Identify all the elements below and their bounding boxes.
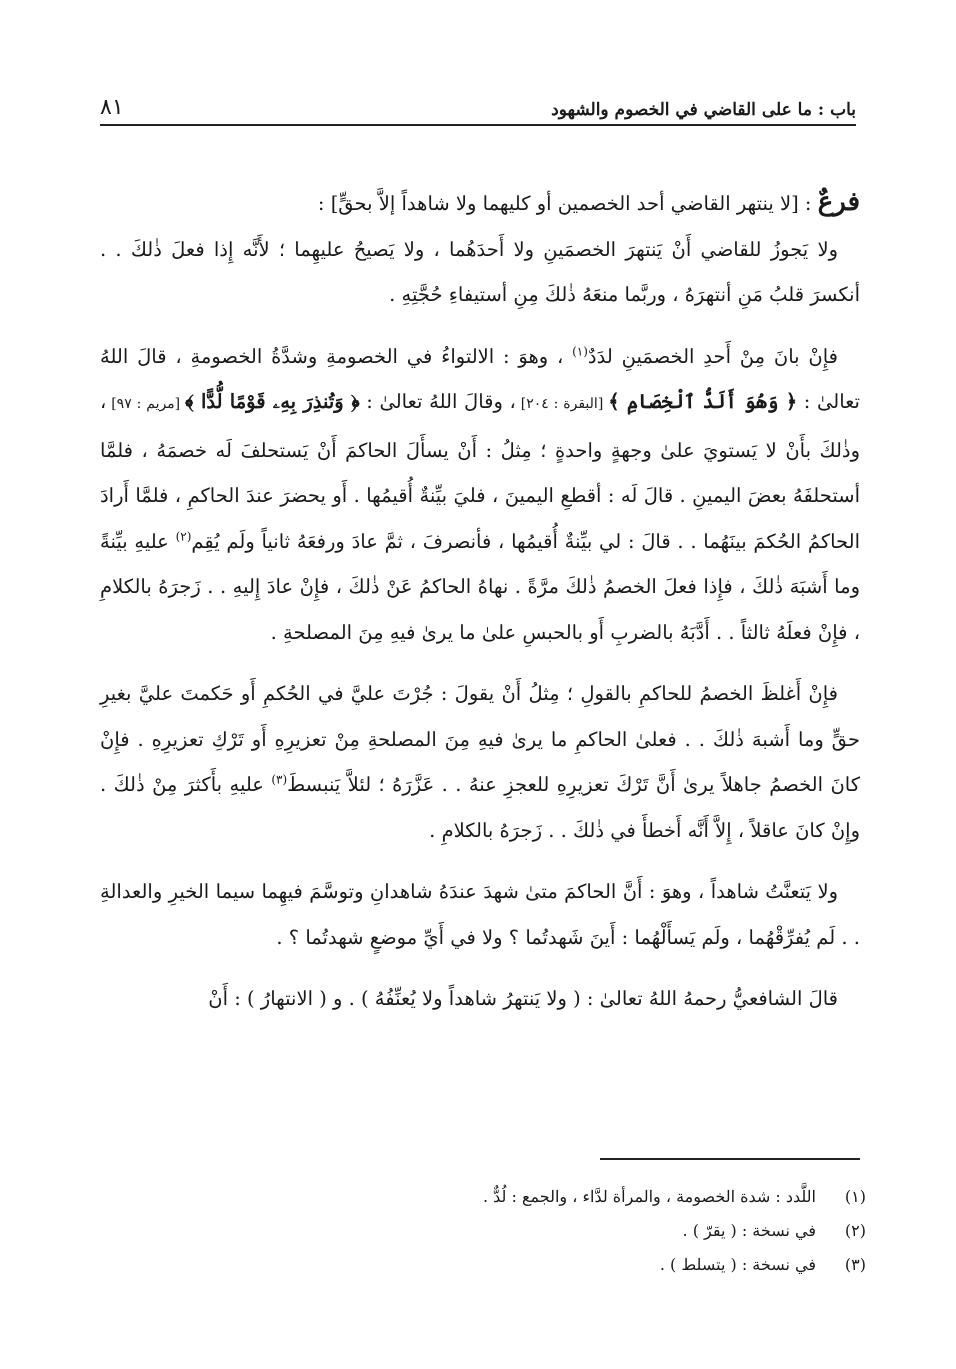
main-text xyxy=(100,180,860,1022)
paragraph-2-part-e: عليهِ بيِّنةً وما أَشبَهَ ذٰلكَ ، فإِذا فعلَ الخصمُ ذٰلكَ مرَّةً . نهاهُ الحاكمُ عَنْ ذٰلكَ ، فإِنْ عادَ إِليهِ . . زَجرَهُ بالكلامِ ، فإِنْ فعلَهُ ثالثاً . . أَدَّبَهُ بالضربِ أَو بالحبسِ علىٰ ما يرىٰ فيهِ مِنَ المصلحةِ . xyxy=(100,529,860,644)
footnote-separator xyxy=(600,1158,860,1160)
footnote-2 xyxy=(100,1214,866,1248)
quran-verse-1: ﴿ وَهُوَ أَلَدُّ ٱلْخِصَامِ ﴾ xyxy=(608,390,798,413)
footnotes xyxy=(100,1180,866,1282)
paragraph-2-part-c: ، وقالَ اللهُ تعالىٰ : xyxy=(359,390,516,413)
paragraph-2-part-d: ، وذٰلكَ بأَنْ لا يَستويَ علىٰ وجهةٍ واحدةٍ ؛ مِثلُ : أَنْ يسأَلَ الحاكمَ أَنْ يَستحلفَ لَه خصمَهُ ، فلمَّا أستحلفَهُ بعضَ اليمينِ . قالَ لَه : أقطعِ اليمينَ ، فليَ بيِّنةٌ أُقيمُها . أَو يحضرَ عندَ الحاكمِ ، فلمَّا أَرادَ الحاكمُ الحُكمَ بينَهُما . . قالَ : لي بيِّنةٌ أُقيمُها ، فأنصرفَ ، ثمَّ عادَ ورفعَهُ ثانياً ولَم يُقِم xyxy=(100,390,860,553)
paragraph-1: ولا يَجوزُ للقاضي أَنْ يَنتهرَ الخصمَينِ ولا أَحدَهُما ، ولا يَصيحُ عليهِما ؛ لأَنَّه إِذا فعلَ ذٰلكَ . . أنكسرَ قلبُ مَنِ أنتهرَهُ ، وربَّما منعَهُ ذٰلكَ مِنِ أستيفاءِ حُجَّتِهِ . xyxy=(100,237,860,306)
verse-citation-1: [البقرة : ٢٠٤] xyxy=(515,396,609,412)
footnote-ref-2[interactable]: (٢) xyxy=(175,529,192,543)
footnote-3 xyxy=(100,1248,866,1282)
chapter-title: باب : ما على القاضي في الخصوم والشهود xyxy=(551,100,856,120)
footnote-number: (١) xyxy=(844,1187,866,1206)
footnote-number: (٣) xyxy=(844,1255,866,1274)
footnote-1 xyxy=(100,1180,866,1214)
paragraph-5: قالَ الشافعيُّ رحمهُ اللهُ تعالىٰ : ( ولا يَنتهرُ شاهداً ولا يُعنِّفُهُ ) . و ( الانتهارُ ) : أَنْ xyxy=(208,987,838,1010)
quran-verse-2: ﴿ وَتُنذِرَ بِهِۦ قَوْمًا لُّدًّا ﴾ xyxy=(185,390,360,413)
paragraph-2 xyxy=(100,334,860,656)
paragraph-2-part-a: فإِنْ بانَ مِنْ أَحدِ الخصمَينِ لدَدٌ xyxy=(587,344,838,368)
running-header xyxy=(100,86,856,126)
paragraph-3-part-b: عليهِ بأَكثرَ مِنْ ذٰلكَ . وإِنْ كانَ عاقلاً ، إِلاَّ أَنَّه أَخطأَ في ذٰلكَ . . زَجرَهُ بالكلامِ . xyxy=(100,773,860,842)
footnote-number: (٢) xyxy=(844,1221,866,1240)
paragraph-3-part-a: فإِنْ أَغلظَ الخصمُ للحاكمِ بالقولِ ؛ مِثلُ أَنْ يقولَ : جُرْتَ عليَّ في الحُكمِ أَو حَكمتَ عليَّ بغيرِ حقٍّ وما أَشبهَ ذٰلكَ . . فعلىٰ الحاكمِ ما يرىٰ فيهِ مِنَ المصلحةِ مِنْ تعزيرِهِ أَو تَرْكِ تعزيرِهِ . فإِنْ كانَ الخصمُ جاهلاً يرىٰ أَنَّ تَرْكَ تعزيرِهِ للعجزِ عنهُ . . عَزَّرَهُ ؛ لئلاَّ يَنبسطَ xyxy=(100,682,861,796)
footnote-text: اللَّدد : شدة الخصومة ، والمرأة لدَّاء ، والجمع : لُدٌّ . xyxy=(482,1187,816,1206)
paragraph-2-part-b: ، وهوَ : الالتواءُ في الخصومةِ وشدَّةُ الخصومةِ ، قالَ اللهُ تعالىٰ : xyxy=(100,344,860,413)
paragraph-3 xyxy=(100,671,860,853)
verse-citation-2: [مريم : ٩٧] xyxy=(106,396,186,412)
section-heading xyxy=(100,180,860,227)
section-label: فرعٌ xyxy=(817,187,860,217)
page-number: ٨١ xyxy=(100,95,124,120)
footnote-text: في نسخة : ( يقرّ ) . xyxy=(682,1221,816,1240)
paragraph-4: ولا يَتعنَّتُ شاهداً ، وهوَ : أَنَّ الحاكمَ متىٰ شهدَ عندَهُ شاهدانِ وتوسَّمَ فيهِما سيما الخيرِ والعدالةِ . . لَم يُفرِّقْهُما ، ولَم يَسأَلْهُما : أَينَ شَهدتُما ؟ ولا في أَيِّ موضعٍ شهدتُما ؟ . xyxy=(100,880,860,949)
footnote-ref-1[interactable]: (١) xyxy=(572,344,588,358)
section-title: : [لا ينتهر القاضي أحد الخصمين أو كليهما ولا شاهداً إلاَّ بحقٍّ] : xyxy=(317,192,818,215)
footnote-text: في نسخة : ( يتسلط ) . xyxy=(659,1255,816,1274)
footnote-ref-3[interactable]: (٣) xyxy=(271,772,288,787)
